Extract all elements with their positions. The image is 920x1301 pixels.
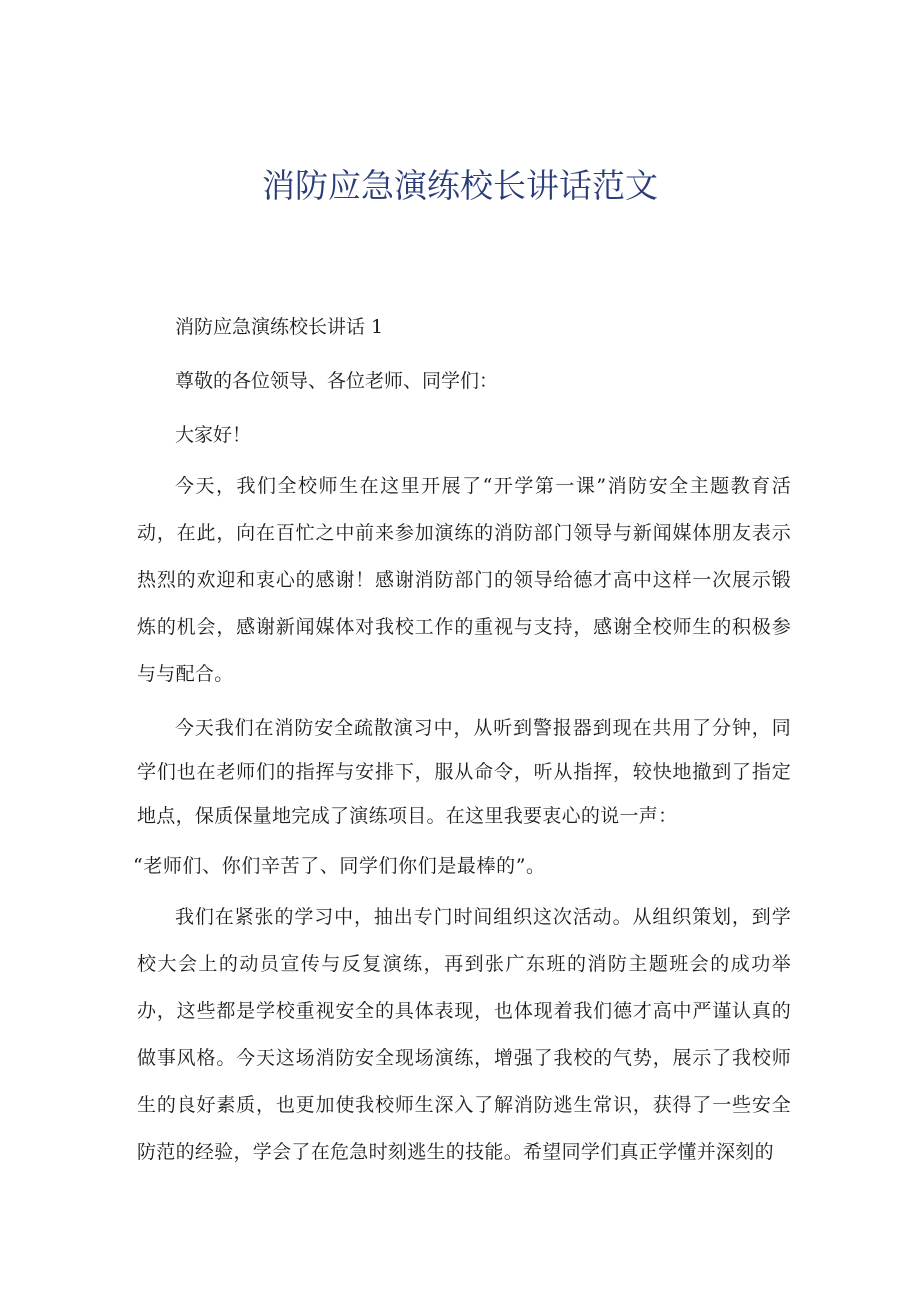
salutation: 尊敬的各位领导、各位老师、同学们： bbox=[175, 370, 499, 392]
quote-line: “老师们、你们辛苦了、同学们你们是最棒的”。 bbox=[133, 855, 546, 877]
section-heading: 消防应急演练校长讲话 1 bbox=[175, 316, 384, 338]
document-title: 消防应急演练校长讲话范文 bbox=[262, 166, 658, 205]
document-body bbox=[133, 309, 791, 1184]
paragraph: 今天，我们全校师生在这里开展了“开学第一课”消防安全主题教育活动，在此，向在百忙之中前来参加演练的消防部门领导与新闻媒体朋友表示热烈的欢迎和衷心的感谢！感谢消防部门的领导给德才高中这样一次展示锻炼的机会，感谢新闻媒体对我校工作的重视与支持，感谢全校师生的积极参与与配合。 bbox=[137, 475, 791, 685]
paragraph: 我们在紧张的学习中，抽出专门时间组织这次活动。从组织策划，到学校大会上的动员宣传与反复演练，再到张广东班的消防主题班会的成功举办，这些都是学校重视安全的具体表现，也体现着我们德才高中严谨认真的做事风格。今天这场消防安全现场演练，增强了我校的气势，展示了我校师生的良好素质，也更加使我校师生深入了解消防逃生常识，获得了一些安全防范的经验，学会了在危急时刻逃生的技能。希望同学们真正学懂并深刻的 bbox=[137, 906, 791, 1163]
paragraph: 今天我们在消防安全疏散演习中，从听到警报器到现在共用了分钟，同学们也在老师们的指挥与安排下，服从命令，听从指挥，较快地撤到了指定地点，保质保量地完成了演练项目。在这里我要衷心的说一声： bbox=[137, 717, 791, 827]
greeting: 大家好！ bbox=[175, 424, 252, 446]
